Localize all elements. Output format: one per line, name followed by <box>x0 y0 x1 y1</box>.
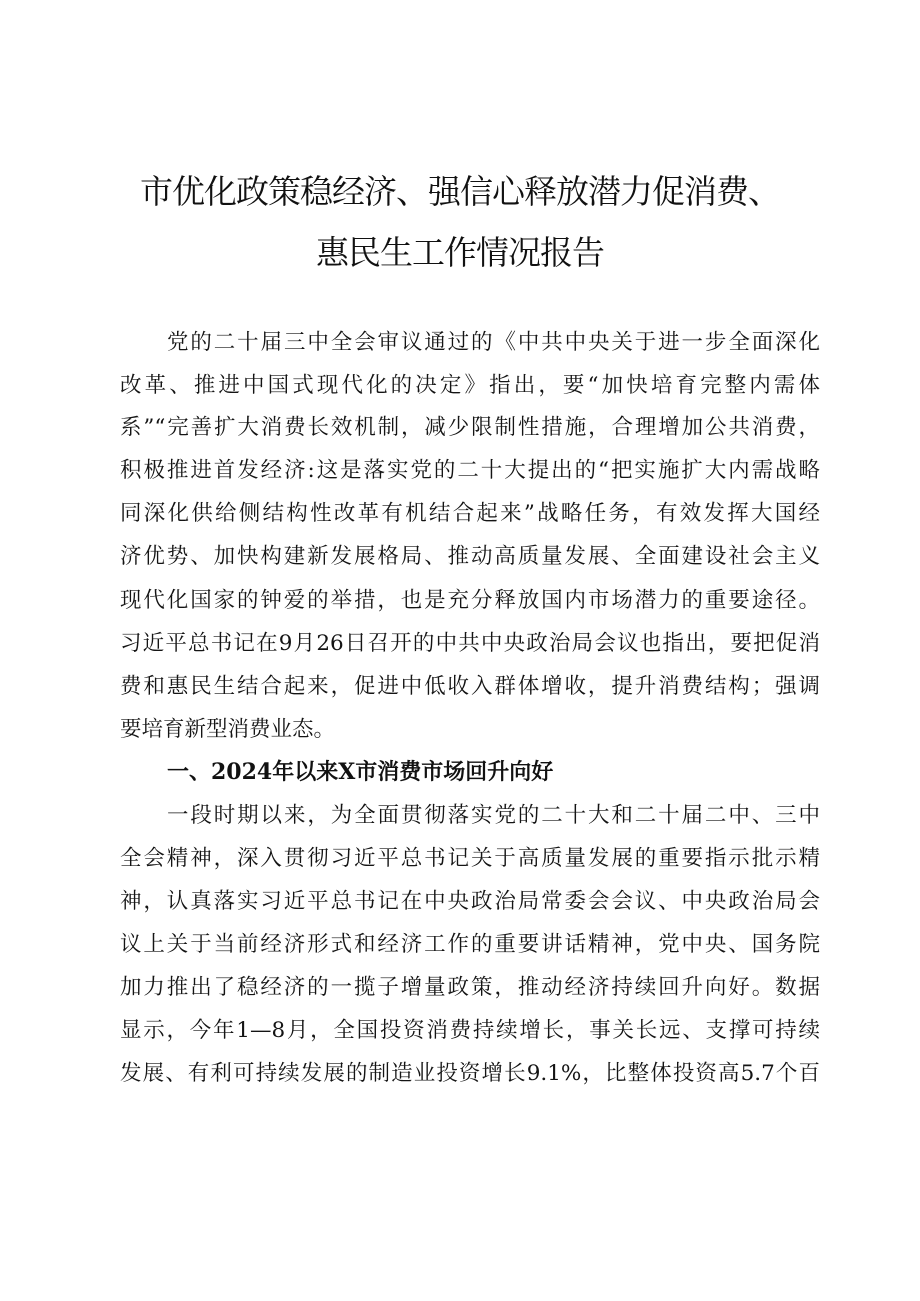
paragraph-1-line-3: 系”“完善扩大消费长效机制，减少限制性措施，合理增加公共消费， <box>120 415 820 440</box>
paragraph-2-line-4: 议上关于当前经济形式和经济工作的重要讲话精神，党中央、国务院 <box>120 932 820 957</box>
paragraph-1-line-1: 党的二十届三中全会审议通过的《中共中央关于进一步全面深化 <box>167 330 820 355</box>
paragraph-1-line-9: 费和惠民生结合起来，促进中低收入群体增收，提升消费结构；强调 <box>120 674 820 699</box>
paragraph-2-line-6: 显示，今年1—8月，全国投资消费持续增长，事关长远、支撑可持续 <box>120 1018 820 1043</box>
document-title-line-2: 惠民生工作情况报告 <box>316 233 604 272</box>
paragraph-2-line-7: 发展、有利可持续发展的制造业投资增长9.1%，比整体投资高5.7个百 <box>120 1061 820 1086</box>
section-1-heading: 一、2024年以来X市消费市场回升向好 <box>167 759 554 785</box>
paragraph-1-line-6: 济优势、加快构建新发展格局、推动高质量发展、全面建设社会主义 <box>120 544 820 569</box>
paragraph-2-line-1: 一段时期以来，为全面贯彻落实党的二十大和二十届二中、三中 <box>167 803 820 828</box>
paragraph-2-line-2: 全会精神，深入贯彻习近平总书记关于高质量发展的重要指示批示精 <box>120 846 820 871</box>
document-title-line-1: 市优化政策稳经济、强信心释放潜力促消费、 <box>140 172 780 211</box>
paragraph-1-line-8: 习近平总书记在9月26日召开的中共中央政治局会议也指出，要把促消 <box>120 631 820 656</box>
paragraph-1-line-10: 要培育新型消费业态。 <box>120 717 336 742</box>
paragraph-2-line-3: 神，认真落实习近平总书记在中央政治局常委会会议、中央政治局会 <box>120 889 820 914</box>
paragraph-1-line-4: 积极推进首发经济:这是落实党的二十大提出的“把实施扩大内需战略 <box>120 458 820 483</box>
paragraph-1-line-2: 改革、推进中国式现代化的决定》指出，要“加快培育完整内需体 <box>120 373 820 398</box>
paragraph-1-line-7: 现代化国家的钟爱的举措，也是充分释放国内市场潜力的重要途径。 <box>120 588 820 613</box>
paragraph-1-line-5: 同深化供给侧结构性改革有机结合起来”战略任务，有效发挥大国经 <box>120 501 820 526</box>
paragraph-2-line-5: 加力推出了稳经济的一揽子增量政策，推动经济持续回升向好。数据 <box>120 975 820 1000</box>
